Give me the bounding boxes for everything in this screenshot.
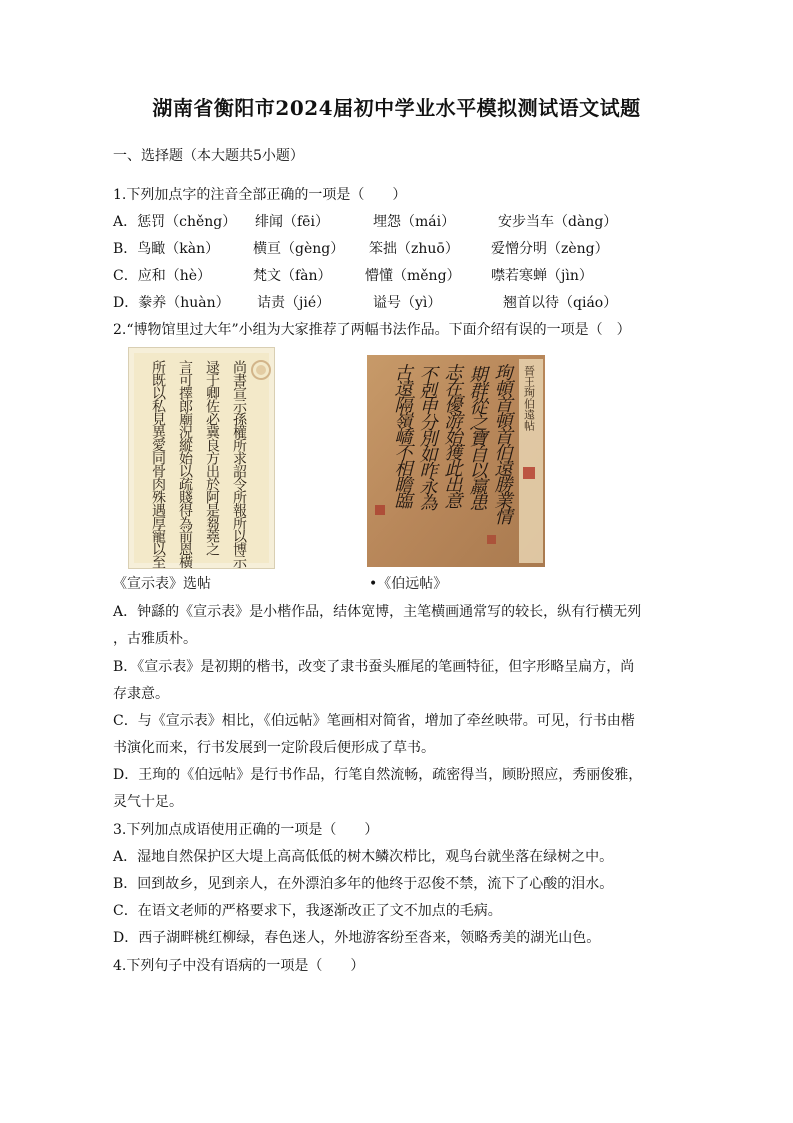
question-2-option-b-line-1[interactable]: B．《宣示表》是初期的楷书，改变了隶书蚕头雁尾的笔画特征，但字形略呈扁方，尚 <box>113 659 635 675</box>
boyuan-col-4: 不剋申分別如昨永為 <box>416 365 438 509</box>
option-c-item-3: 懵懂（měng） <box>365 268 461 284</box>
boyuan-col-1: 珣頓首頓首伯遠勝業情 <box>491 363 513 523</box>
xuanshi-biao-image <box>128 347 275 569</box>
xuanshi-col-2: 逯于卿佐必冀良方出於阿是芻蕘之 <box>204 360 220 555</box>
question-1-option-c[interactable] <box>113 266 713 286</box>
question-2-option-d-line-1[interactable]: D．王珣的《伯远帖》是行书作品，行笔自然流畅，疏密得当，顾盼照应，秀丽俊雅， <box>113 767 643 783</box>
option-c-item-2: 梵文（fàn） <box>253 268 332 284</box>
option-b-item-4: 爱憎分明（zèng） <box>491 241 609 257</box>
xuanshi-col-1: 尚書宣示孫權所求詔令所報所以博示 <box>231 360 247 568</box>
caption-boyuan-tie: •《伯远帖》 <box>369 576 448 592</box>
question-1-option-a[interactable] <box>113 212 713 232</box>
option-b-item-2: 横亘（gèng） <box>253 241 345 257</box>
boyuan-col-2: 期群從之寶自以羸患 <box>466 365 488 509</box>
question-2-option-a-line-1[interactable]: A．钟繇的《宣示表》是小楷作品，结体宽博，主笔横画通常写的较长，纵有行横无列 <box>113 604 642 620</box>
question-3-option-d[interactable]: D．西子湖畔桃红柳绿，春色迷人，外地游客纷至沓来，领略秀美的湖光山色。 <box>113 930 601 946</box>
option-d-item-1: D．豢养（huàn） <box>113 295 230 311</box>
question-2-option-c-line-2: 书演化而来，行书发展到一定阶段后便形成了草书。 <box>113 740 435 756</box>
boyuan-tie-calligraphy <box>367 355 545 567</box>
option-a-item-1: A．惩罚（chěng） <box>113 214 237 230</box>
question-1-option-d[interactable] <box>113 293 713 313</box>
question-3-stem: 3.下列加点成语使用正确的一项是（ ） <box>113 822 379 838</box>
boyuan-tie-image <box>367 355 545 567</box>
question-2-stem: 2.“博物馆里过大年”小组为大家推荐了两幅书法作品。下面介绍有误的一项是（ ） <box>113 322 631 338</box>
question-3-option-a[interactable]: A．湿地自然保护区大堤上高高低低的树木鳞次栉比，观鸟台就坐落在绿树之中。 <box>113 849 614 865</box>
option-d-item-2: 诘责（jié） <box>257 295 331 311</box>
option-d-item-4: 翘首以待（qiáo） <box>503 295 618 311</box>
question-1-option-b[interactable] <box>113 239 713 259</box>
page-title: 湖南省衡阳市2024届初中学业水平模拟测试语文试题 <box>152 96 641 120</box>
question-4-stem: 4.下列句子中没有语病的一项是（ ） <box>113 958 365 974</box>
xuanshi-biao-calligraphy <box>129 348 274 568</box>
xuanshi-col-3: 言可擇郎廟況縱始以疏賤得為前恩橫 <box>177 360 193 568</box>
option-a-item-2: 绯闻（fēi） <box>255 214 329 230</box>
option-a-item-4: 安步当车（dàng） <box>498 214 618 230</box>
option-c-item-4: 噤若寒蝉（jìn） <box>491 268 593 284</box>
question-2-option-d-line-2: 灵气十足。 <box>113 794 183 810</box>
boyuan-col-0: 晉王珣伯遠帖 <box>522 365 536 431</box>
question-2-option-c-line-1[interactable]: C．与《宣示表》相比，《伯远帖》笔画相对简省，增加了牵丝映带。可见，行书由楷 <box>113 713 635 729</box>
option-b-item-1: B．鸟瞰（kàn） <box>113 241 220 257</box>
caption-xuanshi-biao: 《宣示表》选帖 <box>113 576 211 592</box>
question-3-option-c[interactable]: C．在语文老师的严格要求下，我逐渐改正了文不加点的毛病。 <box>113 903 502 919</box>
option-b-item-3: 笨拙（zhuō） <box>369 241 459 257</box>
section-heading: 一、选择题（本大题共5小题） <box>113 148 304 164</box>
xuanshi-col-4: 所既以私見異愛同骨肉殊遇厚寵以至 <box>150 360 166 568</box>
option-a-item-3: 埋怨（mái） <box>373 214 456 230</box>
boyuan-col-3: 志在優游始獲此出意 <box>441 363 463 507</box>
option-c-item-1: C．应和（hè） <box>113 268 212 284</box>
question-2-option-b-line-2: 存隶意。 <box>113 686 169 702</box>
boyuan-col-5: 古遠隔嶺嶠不相瞻臨 <box>391 363 413 507</box>
question-1-stem: 1.下列加点字的注音全部正确的一项是（ ） <box>113 187 407 203</box>
option-d-item-3: 谥号（yì） <box>373 295 442 311</box>
question-2-option-a-line-2: ，古雅质朴。 <box>113 631 197 647</box>
question-3-option-b[interactable]: B．回到故乡，见到亲人，在外漂泊多年的他终于忍俊不禁，流下了心酸的泪水。 <box>113 876 614 892</box>
